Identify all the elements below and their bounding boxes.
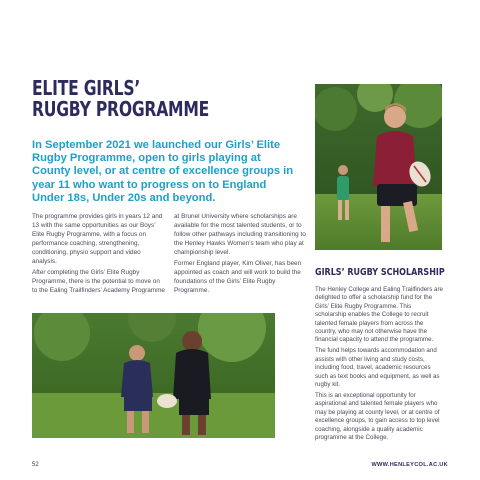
body-column-1 xyxy=(32,213,166,298)
title-line-1: ELITE GIRLS’ xyxy=(32,76,141,100)
body-paragraph: Former England player, Kim Oliver, has been appointed as coach and will work to build the foundations of the Girls’ Elite Rugby Programme. xyxy=(174,260,302,294)
scholarship-text xyxy=(315,286,443,445)
title-line-2: RUGBY PROGRAMME xyxy=(32,97,210,121)
photo-players-passing xyxy=(32,313,275,438)
body-paragraph: at Brunel University where scholarships are available for the most talented students, or to follow other pathways including transitioning to the Henley Hawks Women’s team who play at championship level. xyxy=(174,213,306,256)
intro-paragraph: In September 2021 we launched our Girls’ Elite Rugby Programme, open to girls playing at County level, or at centre of excellence groups in year 11 who want to progress on to England Under 18s, Under 20s and beyond. xyxy=(32,139,294,204)
body-paragraph: The programme provides girls in years 12 and 13 with the same opportunities as our Boys’ Elite Rugby Programme, with a focus on performance coaching, strengthening, conditioning, physio support and video analysis. xyxy=(32,213,163,265)
body-paragraph: After completing the Girls’ Elite Rugby Programme, there is the potential to move on to the Ealing Trailfinders’ Academy Programme xyxy=(32,268,165,294)
scholarship-heading: GIRLS’ RUGBY SCHOLARSHIP xyxy=(315,267,445,278)
scholarship-paragraph: This is an exceptional opportunity for aspirational and talented female players who may be playing at county level, or at centre of excellence groups, to gain access to top level coaching, alongside a quality academic programme at the College. xyxy=(315,391,440,441)
body-column-2 xyxy=(174,213,308,298)
photo-player-running-image xyxy=(315,84,442,250)
photo-player-running xyxy=(315,84,442,250)
page-number: 52 xyxy=(32,462,39,468)
photo-players-passing-image xyxy=(32,313,275,438)
page-title xyxy=(32,78,209,120)
website-link[interactable]: WWW.HENLEYCOL.AC.UK xyxy=(371,462,448,468)
scholarship-paragraph: The fund helps towards accommodation and assists with other living and study costs, including food, travel, academic resources such as text books and equipment, as well as rugby kit. xyxy=(315,347,440,388)
scholarship-paragraph: The Henley College and Ealing Trailfinders are delighted to offer a scholarship fund for the Girls’ Elite Rugby Programme. This scholarship enables the College to recruit talented female players from across the country, who may not otherwise have the financial capacity to attend the programme. xyxy=(315,286,443,344)
